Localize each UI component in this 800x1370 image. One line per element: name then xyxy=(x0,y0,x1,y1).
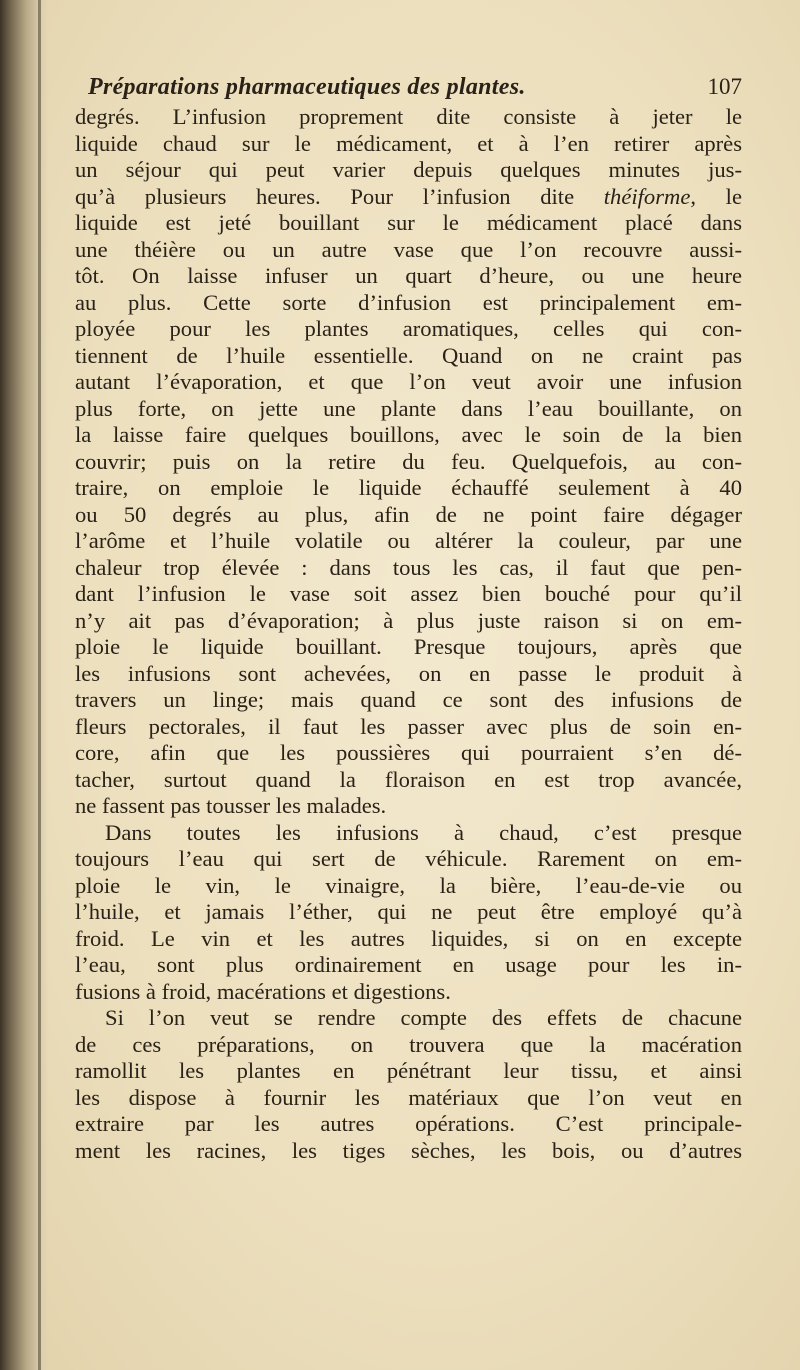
text-line: tôt. On laisse infuser un quart d’heure, ou une heure xyxy=(75,263,742,288)
text-line: qu’à plusieurs heures. Pour l’infusion dite théiforme, le xyxy=(75,183,742,209)
text-line: les dispose à fournir les matériaux que l’on veut en xyxy=(75,1084,742,1110)
text-line: ploie le liquide bouillant. Presque toujours, après que xyxy=(75,634,742,659)
text-line: toujours l’eau qui sert de véhicule. Rarement on em- xyxy=(75,846,742,871)
text-line: extraire par les autres opérations. C’est principale- xyxy=(75,1111,742,1136)
text-line: Dans toutes les infusions à chaud, c’est presque xyxy=(105,819,742,845)
text-line: chaleur trop élevée : dans tous les cas, il faut que pen- xyxy=(75,554,742,580)
text-line: Si l’on veut se rendre compte des effets de chacune xyxy=(105,1005,742,1030)
text-line: froid. Le vin et les autres liquides, si on en excepte xyxy=(75,925,742,951)
text-line: ploie le vin, le vinaigre, la bière, l’eau-de-vie ou xyxy=(75,872,742,898)
text-line: degrés. L’infusion proprement dite consiste à jeter le xyxy=(75,104,742,129)
text-line: fusions à froid, macérations et digestions. xyxy=(75,978,451,1004)
text-line: n’y ait pas d’évaporation; à plus juste raison si on em- xyxy=(75,607,742,633)
text-line: liquide chaud sur le médicament, et à l’en retirer après xyxy=(75,130,742,156)
text-line: ment les racines, les tiges sèches, les bois, ou d’autres xyxy=(75,1137,742,1163)
text-line: dant l’infusion le vase soit assez bien bouché pour qu’il xyxy=(75,581,742,606)
running-header xyxy=(88,70,742,104)
text-line: ne fassent pas tousser les malades. xyxy=(75,793,387,818)
text-line: une théière ou un autre vase que l’on recouvre aussi- xyxy=(75,236,742,262)
text-line: de ces préparations, on trouvera que la macération xyxy=(75,1031,742,1057)
text-line: fleurs pectorales, il faut les passer avec plus de soin en- xyxy=(75,713,742,739)
text-line: autant l’évaporation, et que l’on veut avoir une infusion xyxy=(75,369,742,394)
text-line: tiennent de l’huile essentielle. Quand on ne craint pas xyxy=(75,342,742,368)
text-line: ramollit les plantes en pénétrant leur tissu, et ainsi xyxy=(75,1058,742,1083)
book-spine-edge xyxy=(38,0,41,1370)
text-line: les infusions sont achevées, on en passe le produit à xyxy=(75,660,742,686)
text-line: ployée pour les plantes aromatiques, celles qui con- xyxy=(75,316,742,341)
page-number: 107 xyxy=(707,74,742,99)
text-line: traire, on emploie le liquide échauffé seulement à 40 xyxy=(75,475,742,500)
text-line: l’huile, et jamais l’éther, qui ne peut être employé qu’à xyxy=(75,899,742,924)
text-line: couvrir; puis on la retire du feu. Quelquefois, au con- xyxy=(75,448,742,474)
text-line: au plus. Cette sorte d’infusion est principalement em- xyxy=(75,289,742,315)
text-line: l’arôme et l’huile volatile ou altérer la couleur, par une xyxy=(75,528,742,553)
text-line: liquide est jeté bouillant sur le médicament placé dans xyxy=(75,210,742,235)
text-line: plus forte, on jette une plante dans l’eau bouillante, on xyxy=(75,395,742,421)
text-line: travers un linge; mais quand ce sont des infusions de xyxy=(75,687,742,712)
body-text xyxy=(75,104,742,1164)
text-line: la laisse faire quelques bouillons, avec le soin de la bien xyxy=(75,422,742,447)
text-line: l’eau, sont plus ordinairement en usage pour les in- xyxy=(75,952,742,977)
running-header-title: Préparations pharmaceutiques des plantes. xyxy=(88,74,526,100)
text-line: core, afin que les poussières qui pourraient s’en dé- xyxy=(75,740,742,765)
text-line: tacher, surtout quand la floraison en est trop avancée, xyxy=(75,766,742,792)
text-line: ou 50 degrés au plus, afin de ne point faire dégager xyxy=(75,501,742,527)
text-line: un séjour qui peut varier depuis quelques minutes jus- xyxy=(75,157,742,182)
